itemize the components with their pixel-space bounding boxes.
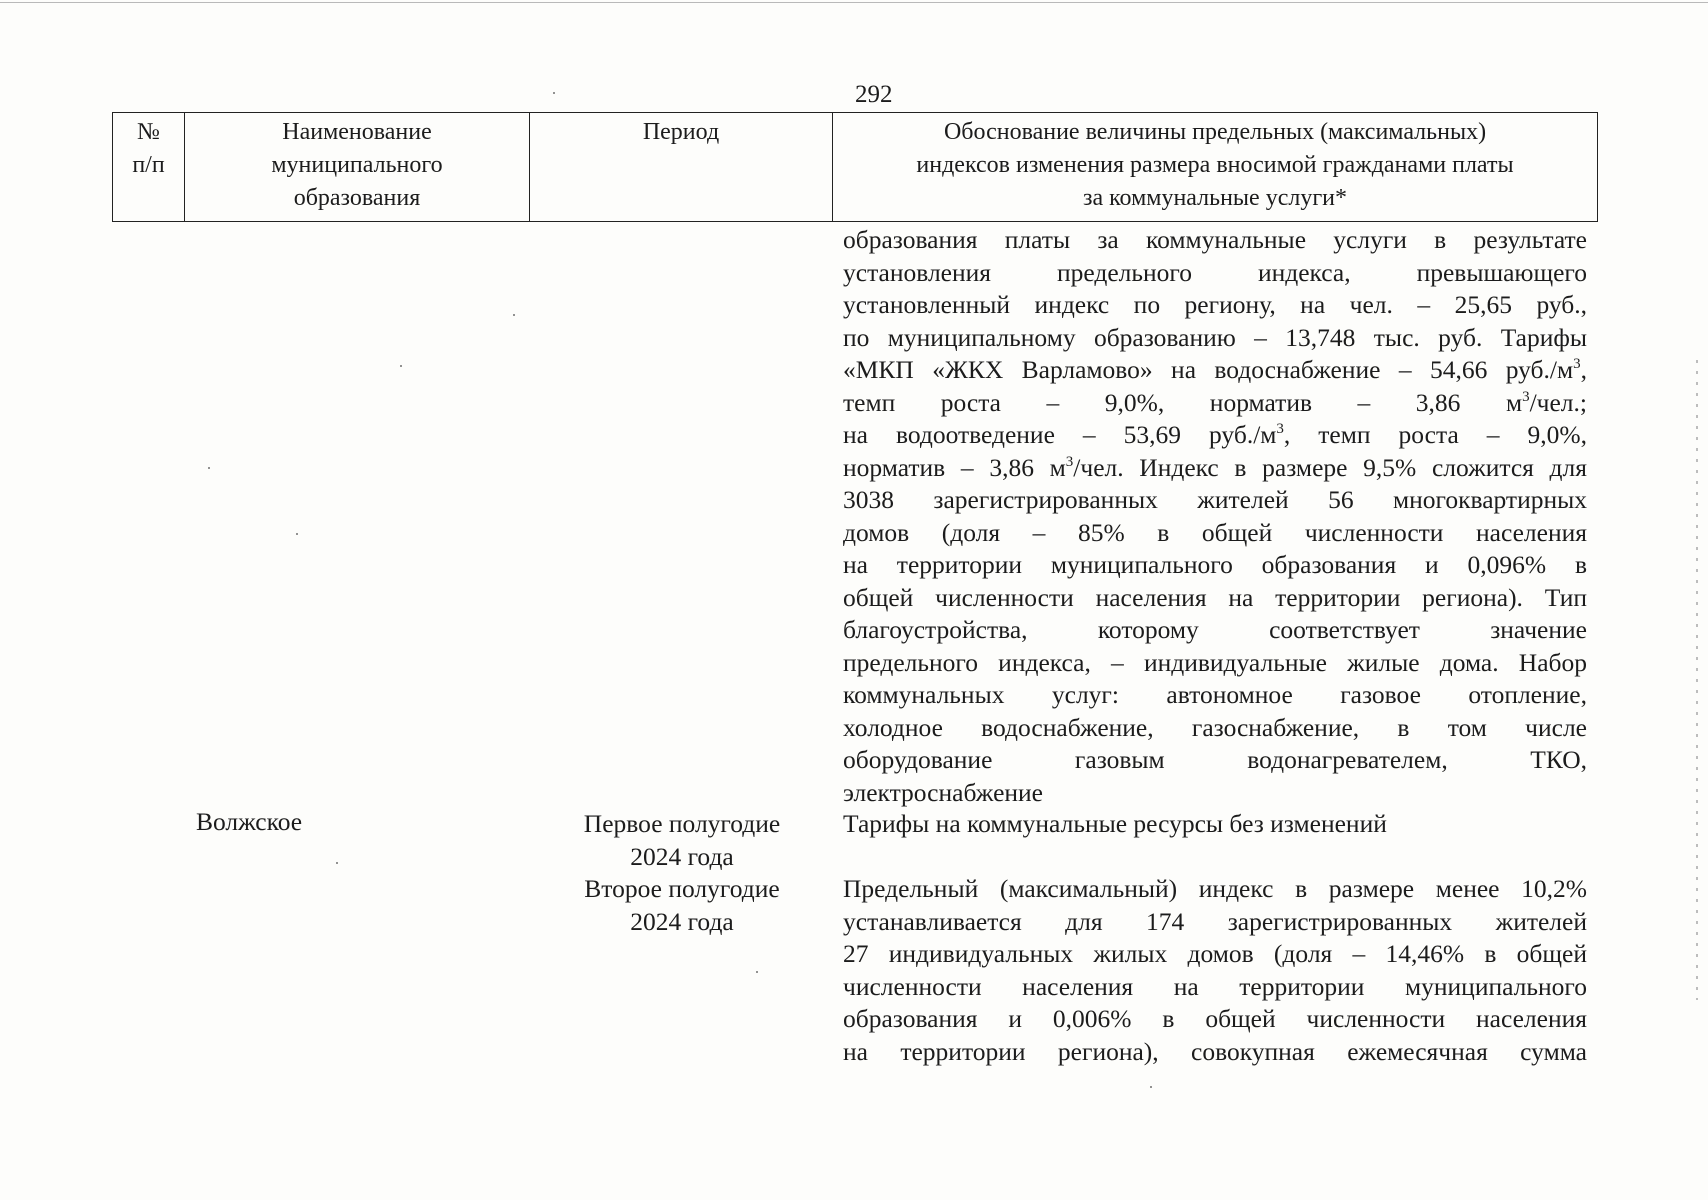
text-line: на территории муниципального образования и 0,096% в	[843, 550, 1587, 579]
text-line: оборудование газовым водонагревателем, ТКО,	[843, 745, 1587, 774]
municipality-name: Волжское	[196, 807, 303, 836]
header-col-municipality-line: муниципального	[271, 152, 443, 178]
text-line: Предельный (максимальный) индекс в размере менее 10,2%	[843, 874, 1587, 903]
text-line: образования платы за коммунальные услуги в результате	[843, 225, 1587, 254]
text-line: коммунальных услуг: автономное газовое отопление,	[843, 680, 1587, 709]
text-line: численности населения на территории муниципального	[843, 971, 1587, 1001]
header-col-justification-line: за коммунальные услуги*	[1082, 185, 1348, 211]
text-segment: , темп роста – 9,0%,	[1283, 420, 1587, 449]
text-segment: «МКП «ЖКХ Варламово» на водоснабжение – 54,66 руб./м	[843, 355, 1574, 384]
text-segment: /чел.;	[1529, 387, 1587, 417]
header-col-justification	[832, 112, 1598, 222]
scan-speck	[553, 92, 555, 94]
header-col-number-line: п/п	[132, 152, 165, 178]
superscript: 3	[1065, 453, 1074, 470]
text-line	[843, 419, 1587, 452]
scan-speck	[208, 467, 210, 469]
text-line	[843, 452, 1587, 485]
text-line: установления предельного индекса, превышающего	[843, 257, 1587, 287]
period-line: 2024 года	[630, 841, 734, 871]
text-line: 3038 зарегистрированных жителей 56 многоквартирных	[843, 485, 1587, 514]
scan-speck	[400, 365, 402, 367]
text-line	[843, 387, 1587, 420]
text-line: устанавливается для 174 зарегистрированных жителей	[843, 906, 1587, 936]
header-col-municipality-line: Наименование	[282, 119, 432, 145]
scan-speck	[1150, 1086, 1152, 1088]
period-line: Первое полугодие	[583, 809, 781, 838]
text-line: 27 индивидуальных жилых домов (доля – 14,46% в общей	[843, 939, 1587, 968]
justification-continued	[843, 224, 1587, 809]
scan-speck	[296, 533, 298, 535]
header-col-municipality-line: образования	[293, 185, 421, 211]
superscript: 3	[1522, 388, 1530, 405]
header-col-period-line: Период	[642, 119, 720, 145]
header-col-municipality	[184, 112, 530, 222]
text-line: общей численности населения на территории региона). Тип	[843, 582, 1587, 612]
page-number: 292	[855, 81, 893, 108]
header-col-justification-line: Обоснование величины предельных (максимальных)	[943, 119, 1487, 145]
header-col-number-line: №	[137, 119, 160, 145]
period-line: Второе полугодие	[584, 874, 780, 903]
superscript: 3	[1276, 421, 1284, 437]
text-line: образования и 0,006% в общей численности населения	[843, 1004, 1587, 1033]
period-second-half	[540, 873, 824, 938]
text-line: благоустройства, которому соответствует значение	[843, 615, 1587, 644]
text-line: электроснабжение	[843, 777, 1044, 807]
header-col-justification-line: индексов изменения размера вносимой гражданами платы	[916, 152, 1514, 178]
text-line: предельного индекса, – индивидуальные жилые дома. Набор	[843, 647, 1587, 677]
superscript: 3	[1573, 356, 1581, 372]
text-line: на территории региона), совокупная ежемесячная сумма	[843, 1036, 1587, 1066]
justification-first-half: Тарифы на коммунальные ресурсы без изменений	[843, 809, 1387, 838]
text-line: установленный индекс по региону, на чел. – 25,65 руб.,	[843, 290, 1587, 319]
text-segment: ,	[1580, 355, 1587, 384]
scan-top-edge	[0, 2, 1708, 3]
text-segment: на водоотведение – 53,69 руб./м	[843, 420, 1277, 449]
text-segment: норматив – 3,86 м	[843, 452, 1066, 482]
text-line: домов (доля – 85% в общей численности населения	[843, 517, 1587, 547]
scan-speck	[756, 971, 758, 973]
text-line	[843, 354, 1587, 387]
text-line: по муниципальному образованию – 13,748 тыс. руб. Тарифы	[843, 322, 1587, 352]
scan-speck	[336, 862, 338, 864]
header-col-period	[529, 112, 833, 222]
period-line: 2024 года	[630, 906, 734, 936]
scan-speck	[513, 314, 515, 316]
scan-right-edge	[1696, 360, 1698, 1000]
period-first-half	[540, 808, 824, 873]
text-segment: /чел. Индекс в размере 9,5% сложится для	[1073, 452, 1587, 482]
header-col-number	[112, 112, 185, 222]
text-segment: темп роста – 9,0%, норматив – 3,86 м	[843, 387, 1523, 417]
text-line: холодное водоснабжение, газоснабжение, в том числе	[843, 712, 1587, 742]
justification-second-half	[843, 873, 1587, 1068]
